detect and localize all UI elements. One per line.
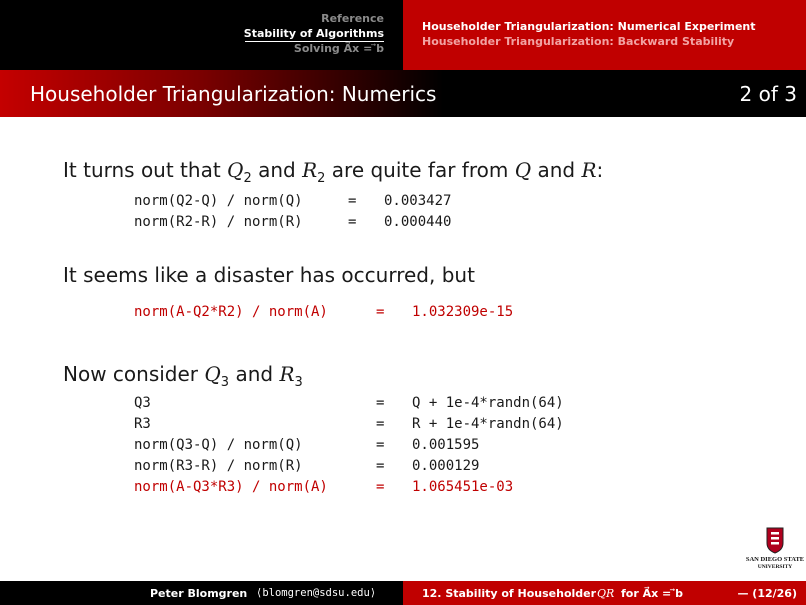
code-row-highlight: norm(A-Q2*R2) / norm(A): [134, 304, 328, 320]
code-eq: =: [348, 214, 357, 230]
sdsu-logo: [745, 527, 805, 577]
footer-bar: [0, 581, 806, 605]
frame-title: Householder Triangularization: Numerics: [30, 82, 437, 106]
footer-topic: 12. Stability of Householder: [422, 587, 597, 600]
text: and: [258, 158, 296, 182]
code-eq: =: [348, 193, 357, 209]
text: It turns out that: [63, 158, 221, 182]
paragraph-now-consider: [63, 362, 303, 390]
text: are quite far from: [331, 158, 509, 182]
frame-title-bar: [0, 70, 806, 117]
footer-topic-panel: [403, 581, 806, 605]
code-row: norm(Q3-Q) / norm(Q): [134, 437, 303, 453]
math-subscript: 3: [220, 375, 230, 390]
code-eq: =: [376, 304, 385, 320]
section-navigation: [0, 0, 806, 70]
footer-author: Peter Blomgren: [150, 587, 248, 600]
text: :: [596, 158, 604, 182]
code-eq: =: [376, 479, 385, 495]
logo-line1: SAN DIEGO STATE: [745, 556, 805, 563]
code-eq: =: [376, 437, 385, 453]
code-row: norm(Q2-Q) / norm(Q): [134, 193, 303, 209]
footer-topic-tail: for A⃗x = ⃗b: [621, 587, 683, 600]
math-subscript: 2: [243, 171, 252, 186]
code-value: 0.000129: [412, 458, 480, 474]
code-value: 1.032309e-15: [412, 304, 514, 320]
nav-link-stability-of-algorithms[interactable]: Stability of Algorithms: [243, 27, 384, 40]
code-row: norm(R2-R) / norm(R): [134, 214, 303, 230]
nav-link-backward-stability[interactable]: Householder Triangularization: Backward Stability: [422, 35, 735, 48]
nav-link-solving-ax-b[interactable]: Solving A⃗x = ⃗b: [293, 42, 384, 55]
paragraph-far-from: [63, 158, 603, 186]
sdsu-shield-icon: [745, 527, 805, 577]
code-eq: =: [376, 416, 385, 432]
code-row: norm(R3-R) / norm(R): [134, 458, 303, 474]
math-q: Q: [227, 158, 244, 182]
code-value: 0.003427: [384, 193, 452, 209]
text: and: [537, 158, 576, 182]
code-eq: =: [376, 395, 385, 411]
code-value: R + 1e-4*randn(64): [412, 416, 564, 432]
code-value: 0.000440: [384, 214, 452, 230]
text: Now consider: [63, 362, 199, 386]
nav-link-reference[interactable]: Reference: [321, 12, 384, 25]
code-row-highlight: norm(A-Q3*R3) / norm(A): [134, 479, 328, 495]
paragraph-disaster: It seems like a disaster has occurred, but: [63, 263, 475, 287]
footer-page-number: — (12/26): [737, 587, 797, 600]
code-value: Q + 1e-4*randn(64): [412, 395, 564, 411]
code-value: 0.001595: [412, 437, 480, 453]
logo-line2: UNIVERSITY: [757, 564, 793, 570]
footer-email: ⟨blomgren@sdsu.edu⟩: [256, 587, 377, 599]
math-r: R: [279, 362, 295, 386]
math-r: R: [302, 158, 318, 182]
math-q: Q: [204, 362, 221, 386]
math-subscript: 2: [317, 171, 326, 186]
nav-link-numerical-experiment[interactable]: Householder Triangularization: Numerical Experiment: [422, 20, 756, 33]
nav-subsections-panel: [403, 0, 806, 70]
nav-sections-panel: [0, 0, 403, 70]
code-value: 1.065451e-03: [412, 479, 514, 495]
math-r: R: [581, 158, 597, 182]
code-eq: =: [376, 458, 385, 474]
text: and: [235, 362, 274, 386]
footer-qr: QR: [597, 587, 615, 600]
math-q: Q: [514, 158, 532, 182]
math-subscript: 3: [294, 375, 303, 390]
code-row: Q3: [134, 395, 151, 411]
code-row: R3: [134, 416, 151, 432]
frame-counter: 2 of 3: [739, 82, 797, 106]
footer-author-panel: [0, 581, 403, 605]
